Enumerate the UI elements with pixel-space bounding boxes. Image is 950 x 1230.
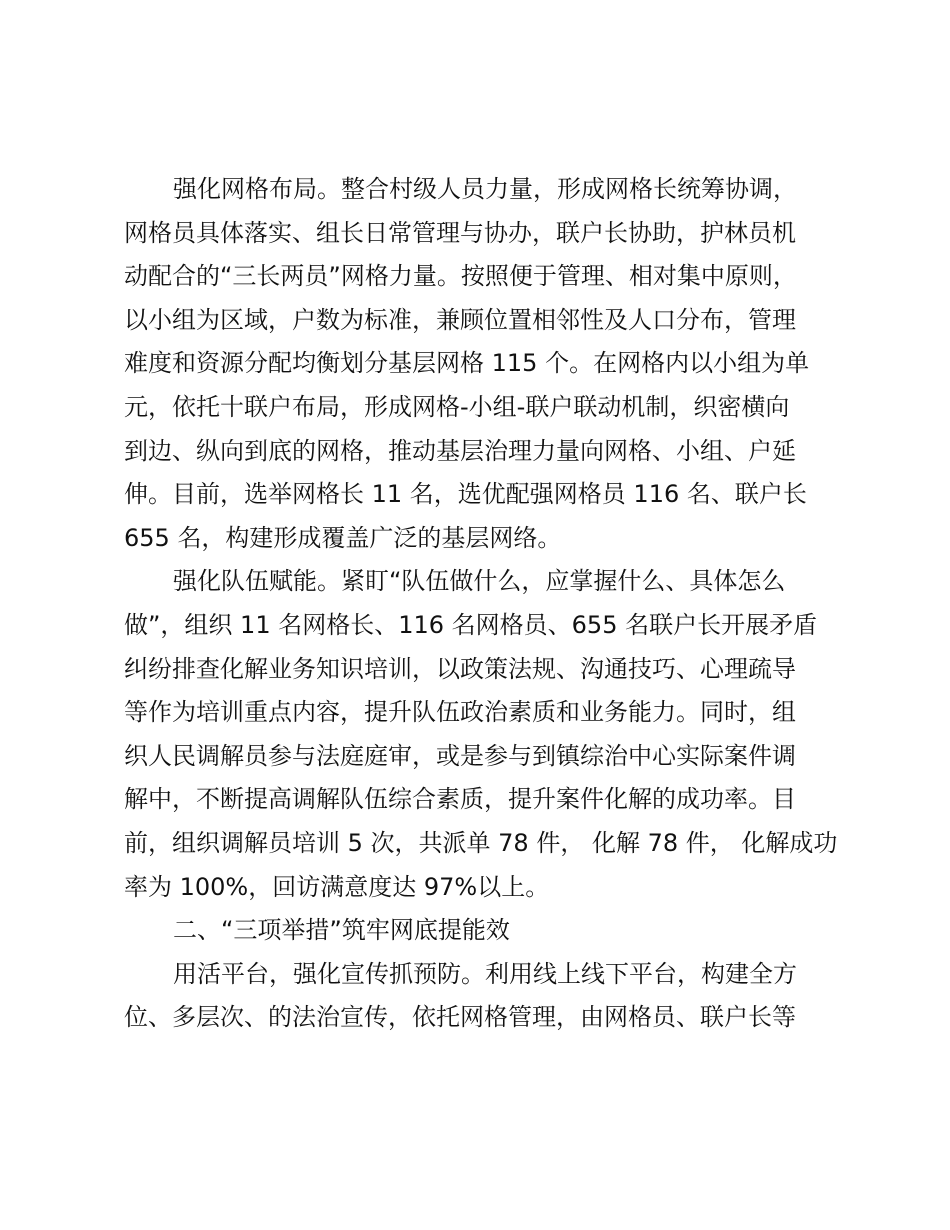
paragraph-line: 元，依托十联户布局，形成网格-小组-联户联动机制，织密横向 bbox=[124, 392, 790, 421]
paragraph-line: 等作为培训重点内容，提升队伍政治素质和业务能力。同时，组 bbox=[124, 698, 796, 727]
paragraph-line: 位、多层次、的法治宣传，依托网格管理，由网格员、联户长等 bbox=[124, 1003, 796, 1032]
paragraph-line: 前，组织调解员培训 5 次，共派单 78 件， 化解 78 件， 化解成功 bbox=[124, 828, 838, 857]
paragraph-line: 到边、纵向到底的网格，推动基层治理力量向网格、小组、户延 bbox=[124, 436, 796, 465]
paragraph-line: 伸。目前，选举网格长 11 名，选优配强网格员 116 名、联户长 bbox=[124, 480, 807, 509]
document-body bbox=[124, 168, 838, 1040]
paragraph-line: 用活平台，强化宣传抓预防。利用线上线下平台，构建全方 bbox=[173, 959, 797, 988]
paragraph-line: 以小组为区域，户数为标准，兼顾位置相邻性及人口分布，管理 bbox=[124, 305, 796, 334]
paragraph-line: 强化队伍赋能。紧盯“队伍做什么，应掌握什么、具体怎么 bbox=[173, 567, 786, 596]
paragraph-line: 强化网格布局。整合村级人员力量，形成网格长统筹协调， bbox=[173, 175, 797, 203]
paragraph-line: 纠纷排查化解业务知识培训，以政策法规、沟通技巧、心理疏导 bbox=[124, 654, 796, 683]
paragraph-line: 织人民调解员参与法庭庭审，或是参与到镇综治中心实际案件调 bbox=[124, 741, 796, 770]
paragraph-line: 网格员具体落实、组长日常管理与协办，联户长协助，护林员机 bbox=[124, 218, 796, 247]
paragraph-line: 655 名，构建形成覆盖广泛的基层网络。 bbox=[124, 523, 562, 552]
paragraph-line: 做”，组织 11 名网格长、116 名网格员、655 名联户长开展矛盾 bbox=[124, 610, 818, 639]
paragraph-line: 解中，不断提高调解队伍综合素质，提升案件化解的成功率。目 bbox=[124, 785, 796, 814]
paragraph-line: 难度和资源分配均衡划分基层网格 115 个。在网格内以小组为单 bbox=[124, 349, 810, 378]
paragraph-line: 动配合的“三长两员”网格力量。按照便于管理、相对集中原则， bbox=[124, 262, 797, 291]
paragraph-line: 率为 100%，回访满意度达 97%以上。 bbox=[124, 872, 550, 901]
section-heading: 二、“三项举措”筑牢网底提能效 bbox=[173, 916, 510, 945]
